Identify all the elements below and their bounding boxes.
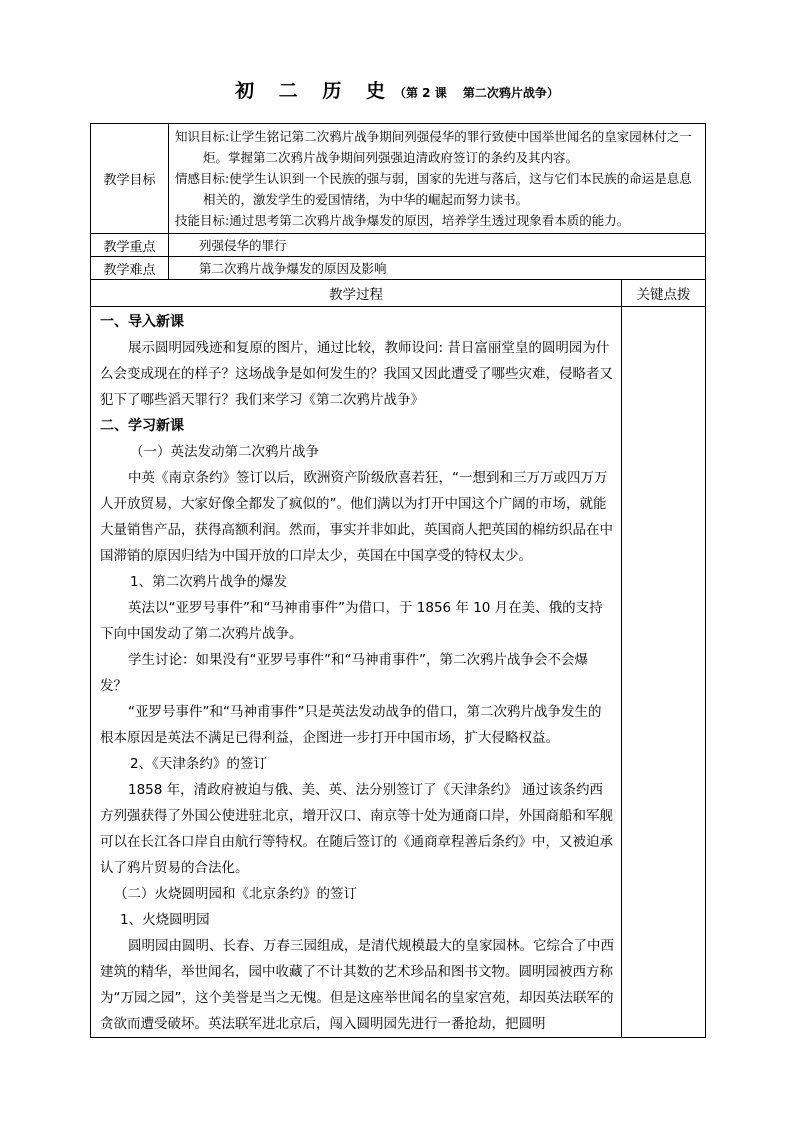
section-heading: 二、学习新课 (100, 418, 184, 434)
body-paragraph: 中英《南京条约》签订以后，欧洲资产阶级欣喜若狂，“一想到和三万万或四万万人开放贸易，大家好像全都发了疯似的”。他们满以为打开中国这个广阔的市场，就能大量销售产品，获得高额利润。然而，事实并非如此，英国商人把英国的棉纺织品在中国滞销的原因归结为中国开放的口岸太少，英国在中国享受的特权太少。 (100, 470, 613, 564)
process-header: 教学过程 (91, 280, 622, 307)
body-paragraph: 圆明园由圆明、长春、万春三园组成，是清代规模最大的皇家园林。它综合了中西建筑的精华，举世闻名，园中收藏了不计其数的艺术珍品和图书文物。圆明园被西方称为“万园之园”，这个美誉是当之无愧。但是这座举世闻名的皇家宫苑，却因英法联军的贪欲而遭受破坏。英法联军进北京后，闯入圆明园先进行一番抢劫，把圆明 (100, 938, 614, 1032)
key-point-value: 列强侵华的罪行 (169, 234, 706, 257)
skill-goal: 技能目标:通过思考第二次鸦片战争爆发的原因，培养学生透过现象看本质的能力。 (175, 213, 630, 228)
key-notes-header: 关键点拨 (622, 280, 706, 307)
goals-label: 教学目标 (91, 124, 169, 234)
difficulty-label: 教学难点 (91, 257, 169, 280)
key-point-row (91, 234, 706, 257)
key-notes-cell (622, 307, 706, 1038)
title-subtitle: （第 2 课 第二次鸦片战争） (393, 86, 559, 100)
section-heading: 一、导入新课 (100, 314, 184, 330)
process-header-row (91, 280, 706, 307)
emotion-goal: 情感目标:使学生认识到一个民族的强与弱，国家的先进与落后，这与它们本民族的命运是息息相关的，激发学生的爱国情绪，为中华的崛起而努力读书。 (175, 171, 692, 207)
key-point-label: 教学重点 (91, 234, 169, 257)
sub-heading: 1、火烧圆明园 (120, 912, 210, 928)
sub-heading: （一）英法发动第二次鸦片战争 (130, 444, 319, 460)
knowledge-goal: 知识目标:让学生铭记第二次鸦片战争期间列强侵华的罪行致使中国举世闻名的皇家园林付之一炬。掌握第二次鸦片战争期间列强强迫清政府签订的条约及其内容。 (175, 129, 692, 165)
difficulty-value: 第二次鸦片战争爆发的原因及影响 (169, 257, 706, 280)
body-paragraph: 1858 年，清政府被迫与俄、美、英、法分别签订了《天津条约》 通过该条约西方列强获得了外国公使进驻北京，增开汉口、南京等十处为通商口岸，外国商船和军舰可以在长江各口岸自由航行等特权。在随后签订的《通商章程善后条约》中，又被迫承认了鸦片贸易的合法化。 (100, 782, 613, 876)
difficulty-row (91, 257, 706, 280)
body-paragraph: 展示圆明园残迹和复原的图片，通过比较，教师设问: 昔日富丽堂皇的圆明园为什么会变成现在的样子？这场战争是如何发生的？我国又因此遭受了哪些灾难，侵略者又犯下了哪些滔天罪行？我们来学习《第二次鸦片战争》 (100, 340, 613, 408)
sub-heading: 2、《天津条约》的签订 (130, 756, 267, 772)
title-main: 初 二 历 史 (235, 80, 394, 102)
goals-content (169, 124, 706, 234)
lesson-plan-table (90, 123, 706, 1038)
goals-row (91, 124, 706, 234)
body-paragraph: “亚罗号事件”和“马神甫事件”只是英法发动战争的借口，第二次鸦片战争发生的根本原因是英法不满足已得利益，企图进一步打开中国市场，扩大侵略权益。 (100, 704, 602, 746)
sub-heading: （二）火烧圆明园和《北京条约》的签订 (114, 886, 357, 902)
body-paragraph: 学生讨论：如果没有“亚罗号事件”和“马神甫事件”，第二次鸦片战争会不会爆发？ (100, 652, 588, 694)
body-paragraph: 英法以“亚罗号事件”和“马神甫事件”为借口，于 1856 年 10 月在美、俄的支持下向中国发动了第二次鸦片战争。 (100, 600, 603, 642)
process-row (91, 307, 706, 1038)
sub-heading: 1、第二次鸦片战争的爆发 (130, 574, 288, 590)
page-title (0, 76, 794, 103)
process-content (91, 307, 622, 1038)
